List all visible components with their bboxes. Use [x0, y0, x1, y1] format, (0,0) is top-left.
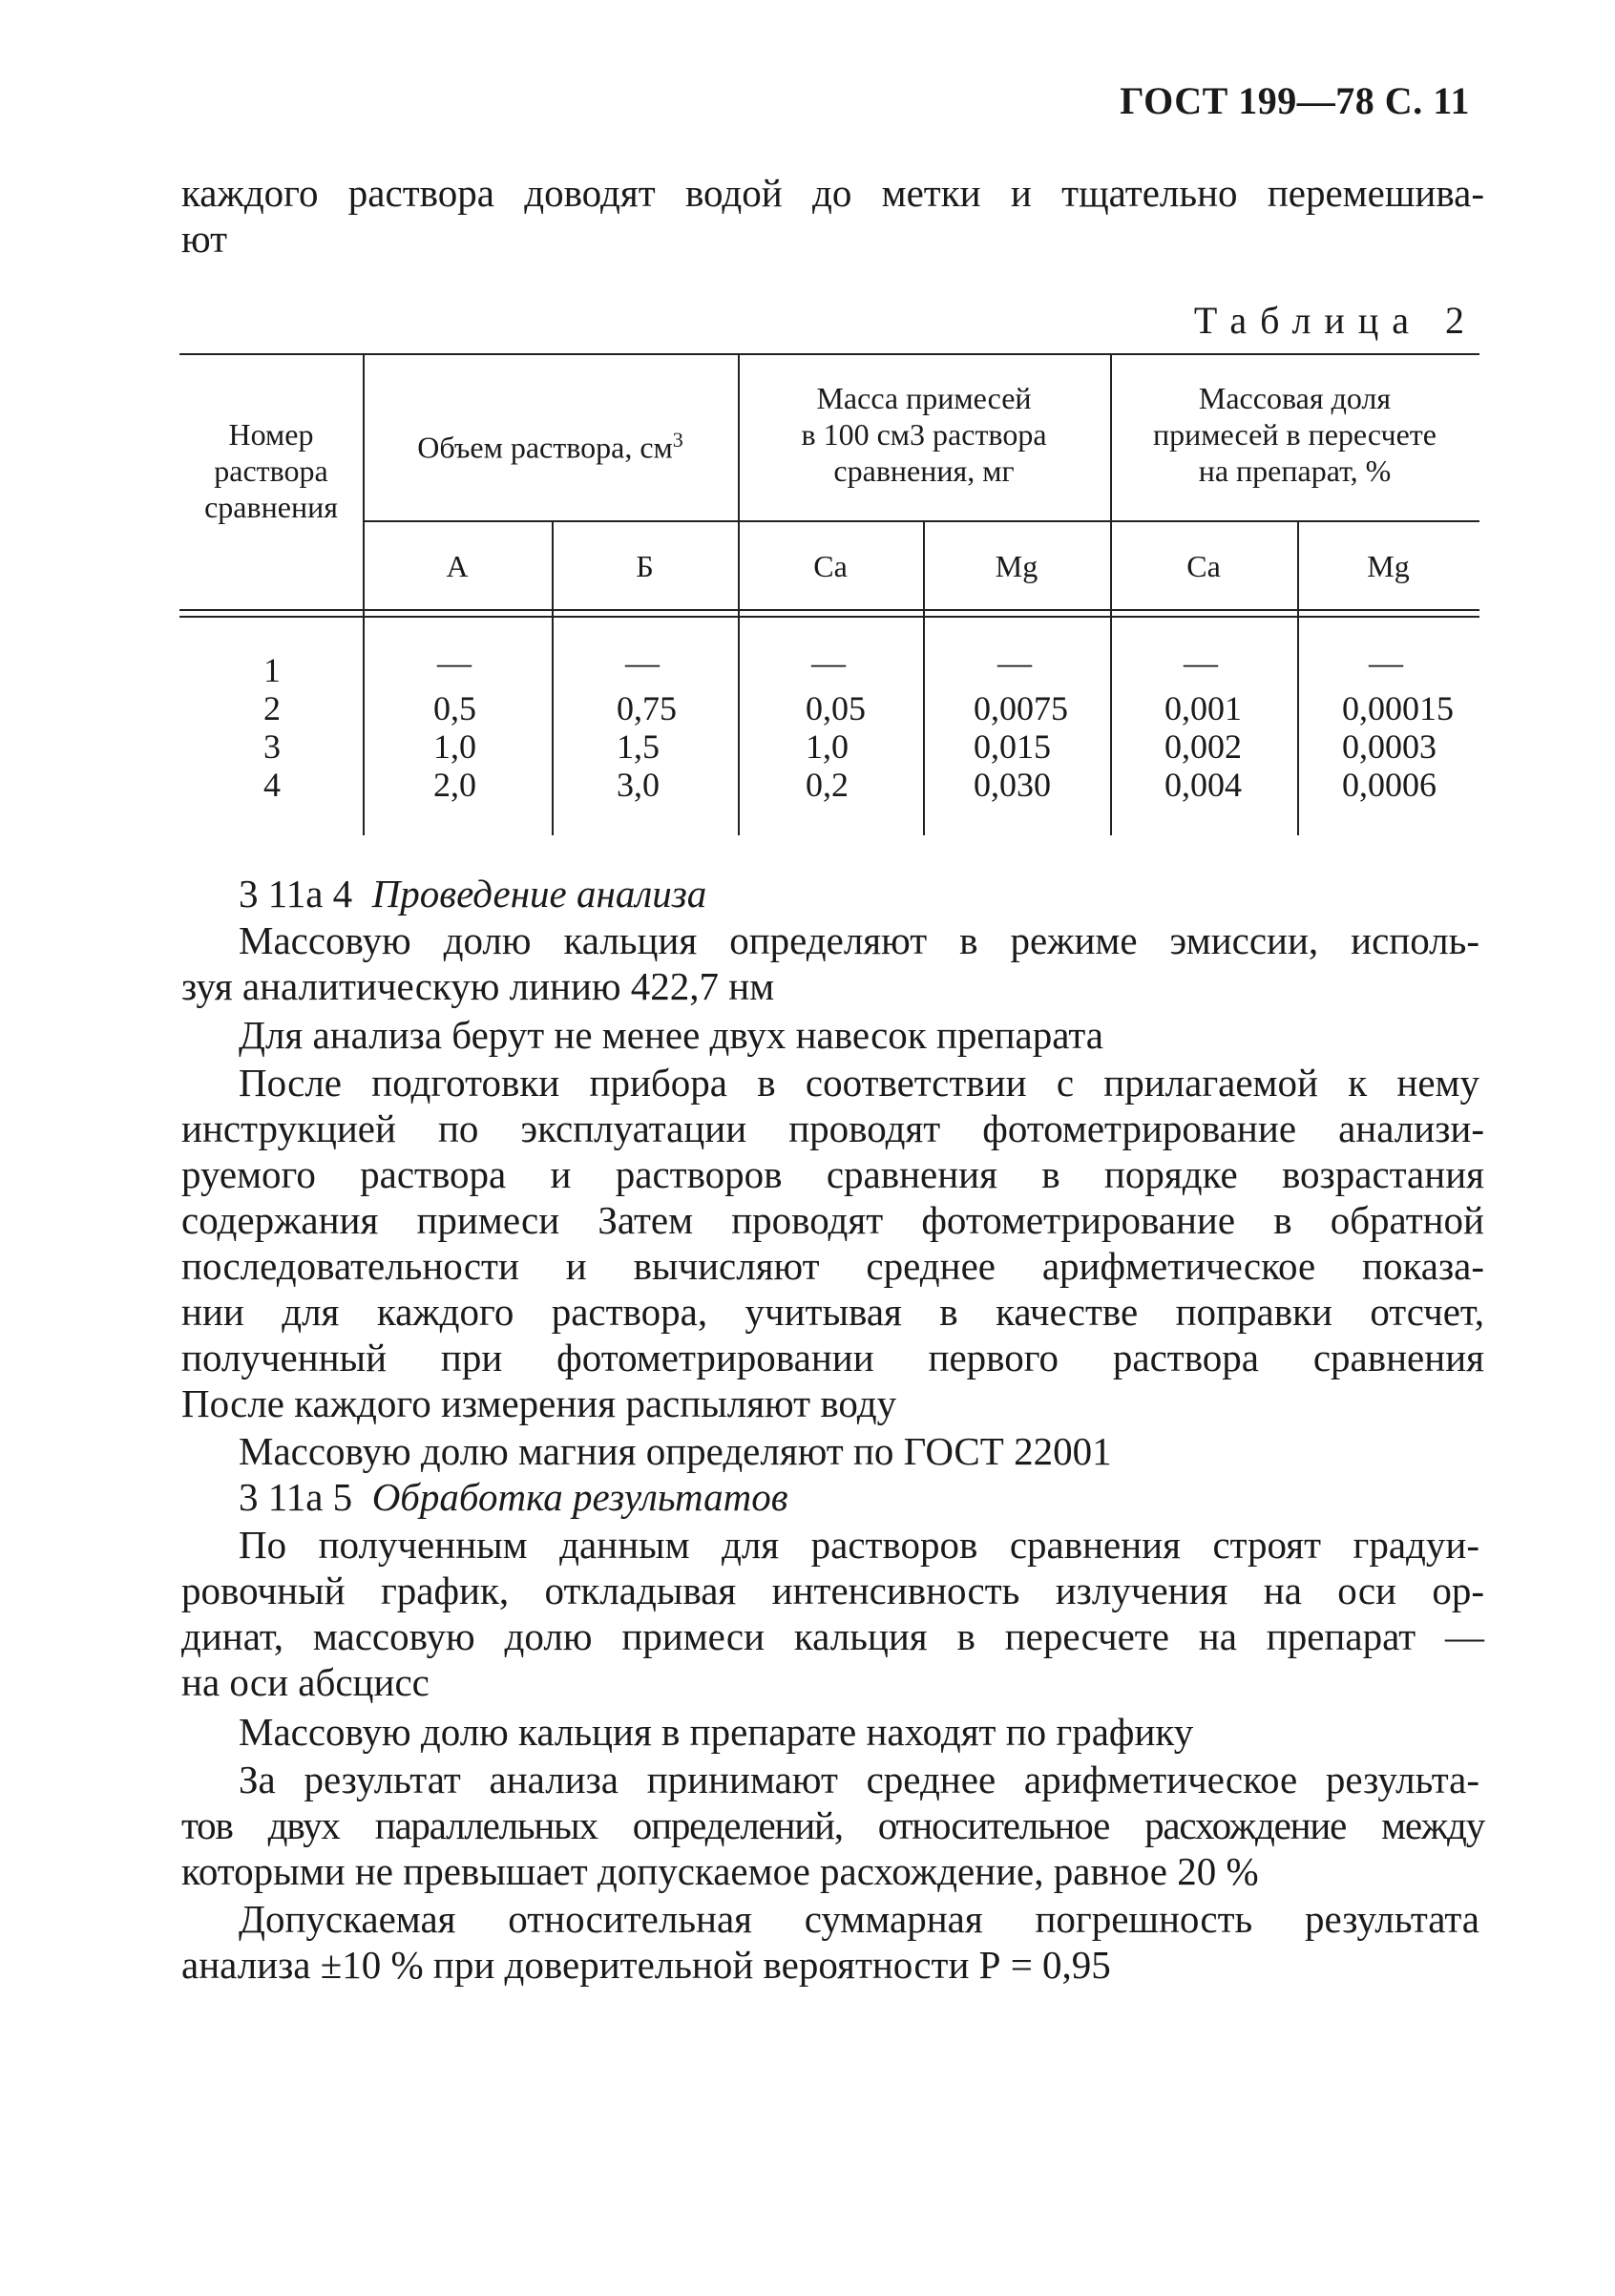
table-cell: 0,0075 [974, 689, 1068, 727]
paragraph-line: последовательности и вычисляют среднее арифметическое показа- [181, 1244, 1484, 1288]
paragraph-line: полученный при фотометрировании первого раствора сравнения [181, 1336, 1484, 1380]
table-cell: 0,030 [974, 766, 1051, 804]
table-cell: — [625, 643, 660, 682]
table-cell: 3 [263, 727, 281, 766]
paragraph-line: которыми не превышает допускаемое расхождение, равное 20 % [181, 1849, 1259, 1893]
table-cell: 2 [263, 689, 281, 727]
paragraph-line: руемого раствора и растворов сравнения в порядке возрастания [181, 1152, 1484, 1196]
header-impurity-mass: Масса примесей в 100 см3 раствора сравнения, мг [801, 381, 1047, 488]
data-table [179, 353, 1479, 835]
table-header-bottom-rule [179, 609, 1479, 611]
paragraph-line: Допускаемая относительная суммарная погрешность результата [239, 1897, 1479, 1941]
subheader-b: Б [636, 549, 654, 583]
table-cell: 0,0006 [1342, 766, 1437, 804]
section-5-title: Обработка результатов [371, 1475, 788, 1519]
table-cell: 0,002 [1164, 727, 1242, 766]
table-cell: 0,5 [433, 689, 476, 727]
paragraph-line: Массовую долю магния определяют по ГОСТ 22001 [239, 1429, 1112, 1473]
intro-line-1: каждого раствора доводят водой до метки и тщательно перемешива- [181, 171, 1484, 215]
table-cell: 0,015 [974, 727, 1051, 766]
table-cell: 0,2 [806, 766, 849, 804]
header-mass-fraction: Массовая доля примесей в пересчете на препарат, % [1153, 381, 1437, 488]
paragraph-line: тов двух параллельных определений, относительное расхождение между [181, 1803, 1484, 1847]
table-caption: Таблица 2 [1193, 299, 1478, 342]
paragraph-line: инструкцией по эксплуатации проводят фотометрирование анализи- [181, 1106, 1484, 1150]
table-cell: 0,004 [1164, 766, 1242, 804]
table-cell: — [997, 643, 1032, 682]
table-cell: — [811, 643, 846, 682]
page-header: ГОСТ 199—78 С. 11 [1120, 79, 1470, 122]
paragraph-line: нии для каждого раствора, учитывая в качестве поправки отсчет, [181, 1290, 1484, 1334]
paragraph-line: содержания примеси Затем проводят фотометрирование в обратной [181, 1198, 1484, 1242]
section-4-title: Проведение анализа [371, 872, 707, 916]
table-cell: 0,0003 [1342, 727, 1437, 766]
table-cell: — [1369, 643, 1403, 682]
table-cell: 3,0 [617, 766, 660, 804]
paragraph-line: По полученным данным для растворов сравнения строят градуи- [239, 1523, 1479, 1567]
section-4-heading [239, 871, 1479, 916]
subheader-mg-2: Mg [1367, 549, 1410, 583]
paragraph-line: на оси абсцисс [181, 1660, 430, 1704]
section-4-number: 3 11а 4 [239, 872, 353, 916]
header-volume: Объем раствора, $см^3$ [417, 428, 683, 465]
section-5-heading [239, 1474, 1479, 1520]
table-cell: 0,00015 [1342, 689, 1454, 727]
paragraph-line: анализа ±10 % при доверительной вероятности Р = 0,95 [181, 1943, 1111, 1987]
table-cell: 2,0 [433, 766, 476, 804]
paragraph-line: После каждого измерения распыляют воду [181, 1381, 897, 1425]
table-cell: 0,001 [1164, 689, 1242, 727]
table-cell: — [437, 643, 472, 682]
header-number-of-solution: Номер раствора сравнения [204, 417, 338, 524]
intro-line-2: ют [181, 217, 228, 261]
subheader-ca-2: Са [1186, 549, 1221, 583]
table-cell: — [1184, 643, 1218, 682]
table-cell: 1,0 [806, 727, 849, 766]
table-cell: 1 [263, 651, 281, 689]
paragraph-line: Массовую долю кальция в препарате находят по графику [239, 1710, 1194, 1754]
paragraph-line: динат, массовую долю примеси кальция в пересчете на препарат — [181, 1614, 1484, 1658]
paragraph-line: ровочный график, откладывая интенсивность излучения на оси ор- [181, 1569, 1484, 1612]
table-header-bottom-rule-2 [179, 616, 1479, 618]
paragraph-line: За результат анализа принимают среднее арифметическое результа- [239, 1758, 1479, 1801]
subheader-a: А [446, 549, 469, 583]
paragraph-line: После подготовки прибора в соответствии с прилагаемой к нему [239, 1061, 1479, 1105]
subheader-mg: Mg [995, 549, 1038, 583]
table-header-split-rule [363, 520, 1479, 522]
subheader-ca: Са [813, 549, 848, 583]
paragraph-line: зуя аналитическую линию 422,7 нм [181, 964, 775, 1008]
table-cell: 1,5 [617, 727, 660, 766]
table-cell: 4 [263, 766, 281, 804]
paragraph-line: Массовую долю кальция определяют в режиме эмиссии, исполь- [239, 918, 1479, 962]
paragraph-line: Для анализа берут не менее двух навесок препарата [239, 1013, 1103, 1057]
table-cell: 1,0 [433, 727, 476, 766]
section-5-number: 3 11а 5 [239, 1475, 353, 1519]
table-cell: 0,75 [617, 689, 677, 727]
table-cell: 0,05 [806, 689, 866, 727]
table-top-rule [179, 353, 1479, 355]
